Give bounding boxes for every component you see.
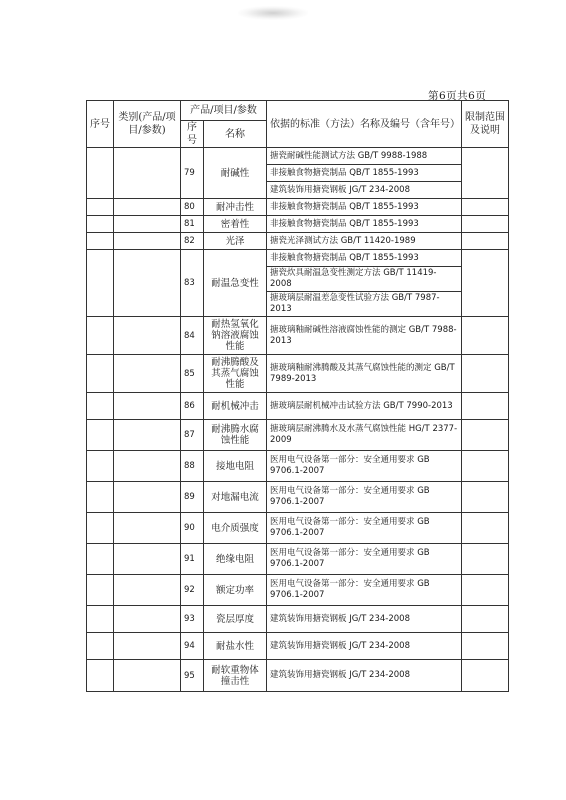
- item-number: 79: [181, 148, 204, 199]
- table-row: [87, 482, 509, 513]
- seq-cell: [87, 148, 114, 199]
- seq-cell: [87, 544, 114, 575]
- limit-cell: [462, 233, 509, 250]
- item-name: 瓷层厚度: [204, 606, 267, 633]
- standard-cell: 搪玻璃层耐沸腾水及水蒸气腐蚀性能 HG/T 2377-2009: [267, 420, 462, 451]
- seq-cell: [87, 393, 114, 420]
- limit-cell: [462, 660, 509, 692]
- item-number: 83: [181, 250, 204, 317]
- limit-cell: [462, 606, 509, 633]
- item-number: 86: [181, 393, 204, 420]
- limit-cell: [462, 250, 509, 317]
- item-name: 电介质强度: [204, 513, 267, 544]
- table-row: [87, 606, 509, 633]
- standard-cell: 医用电气设备第一部分：安全通用要求 GB 9706.1-2007: [267, 544, 462, 575]
- limit-cell: [462, 317, 509, 355]
- limit-cell: [462, 199, 509, 216]
- item-number: 94: [181, 633, 204, 660]
- header-sub-seq: 序号: [181, 121, 204, 148]
- limit-cell: [462, 482, 509, 513]
- table-row: [87, 216, 509, 233]
- category-cell: [114, 633, 181, 660]
- standard-cell: 非接触食物搪瓷制品 QB/T 1855-1993: [267, 250, 462, 267]
- item-name: 光泽: [204, 233, 267, 250]
- standard-cell: 搪瓷炊具耐温急变性测定方法 GB/T 11419-2008: [267, 267, 462, 292]
- table-row: [87, 355, 509, 393]
- standards-table: [86, 100, 509, 692]
- category-cell: [114, 660, 181, 692]
- item-name: 耐沸腾水腐蚀性能: [204, 420, 267, 451]
- standard-cell: 建筑装饰用搪瓷钢板 JG/T 234-2008: [267, 660, 462, 692]
- table-row: [87, 199, 509, 216]
- table-row: [87, 393, 509, 420]
- item-name: 接地电阻: [204, 451, 267, 482]
- table-row: [87, 148, 509, 165]
- item-name: 密着性: [204, 216, 267, 233]
- standard-cell: 非接触食物搪瓷制品 QB/T 1855-1993: [267, 199, 462, 216]
- standard-cell: 建筑装饰用搪瓷钢板 JG/T 234-2008: [267, 633, 462, 660]
- category-cell: [114, 199, 181, 216]
- item-name: 耐机械冲击: [204, 393, 267, 420]
- item-number: 85: [181, 355, 204, 393]
- seq-cell: [87, 355, 114, 393]
- standard-cell: 搪玻璃层耐机械冲击试验方法 GB/T 7990-2013: [267, 393, 462, 420]
- table-row: [87, 233, 509, 250]
- standard-cell: 搪瓷耐碱性能测试方法 GB/T 9988-1988: [267, 148, 462, 165]
- limit-cell: [462, 355, 509, 393]
- limit-cell: [462, 544, 509, 575]
- header-standard: 依据的标准（方法）名称及编号（含年号）: [267, 101, 462, 148]
- scan-smudge: [238, 6, 308, 20]
- header-product-group: 产品/项目/参数: [181, 101, 267, 121]
- limit-cell: [462, 451, 509, 482]
- standard-cell: 医用电气设备第一部分：安全通用要求 GB 9706.1-2007: [267, 513, 462, 544]
- standard-cell: 医用电气设备第一部分：安全通用要求 GB 9706.1-2007: [267, 575, 462, 606]
- category-cell: [114, 233, 181, 250]
- limit-cell: [462, 513, 509, 544]
- seq-cell: [87, 250, 114, 317]
- seq-cell: [87, 451, 114, 482]
- limit-cell: [462, 575, 509, 606]
- category-cell: [114, 317, 181, 355]
- standard-cell: 医用电气设备第一部分：安全通用要求 GB 9706.1-2007: [267, 451, 462, 482]
- table-row: [87, 317, 509, 355]
- category-cell: [114, 216, 181, 233]
- standard-cell: 建筑装饰用搪瓷钢板 JG/T 234-2008: [267, 606, 462, 633]
- category-cell: [114, 451, 181, 482]
- limit-cell: [462, 216, 509, 233]
- category-cell: [114, 148, 181, 199]
- limit-cell: [462, 633, 509, 660]
- category-cell: [114, 393, 181, 420]
- item-number: 80: [181, 199, 204, 216]
- item-name: 耐热氢氧化钠溶液腐蚀性能: [204, 317, 267, 355]
- seq-cell: [87, 317, 114, 355]
- item-number: 91: [181, 544, 204, 575]
- item-name: 耐冲击性: [204, 199, 267, 216]
- item-number: 95: [181, 660, 204, 692]
- page-number: 第6页共6页: [428, 90, 487, 102]
- seq-cell: [87, 660, 114, 692]
- seq-cell: [87, 633, 114, 660]
- item-number: 84: [181, 317, 204, 355]
- standard-cell: 搪玻璃釉耐碱性溶液腐蚀性能的测定 GB/T 7988-2013: [267, 317, 462, 355]
- table-row: [87, 633, 509, 660]
- item-name: 耐盐水性: [204, 633, 267, 660]
- item-name: 耐碱性: [204, 148, 267, 199]
- header-category: 类别(产品/项目/参数): [114, 101, 181, 148]
- table-row: [87, 250, 509, 267]
- header-sub-name: 名称: [204, 121, 267, 148]
- table-row: [87, 513, 509, 544]
- limit-cell: [462, 420, 509, 451]
- item-number: 92: [181, 575, 204, 606]
- seq-cell: [87, 216, 114, 233]
- table-row: [87, 451, 509, 482]
- standard-cell: 非接触食物搪瓷制品 QB/T 1855-1993: [267, 216, 462, 233]
- table-body: [87, 148, 509, 692]
- seq-cell: [87, 575, 114, 606]
- table-row: [87, 544, 509, 575]
- category-cell: [114, 513, 181, 544]
- limit-cell: [462, 393, 509, 420]
- item-name: 绝缘电阻: [204, 544, 267, 575]
- category-cell: [114, 544, 181, 575]
- table-row: [87, 420, 509, 451]
- header-seq: 序号: [87, 101, 114, 148]
- seq-cell: [87, 420, 114, 451]
- limit-cell: [462, 148, 509, 199]
- standard-cell: 非接触食物搪瓷制品 QB/T 1855-1993: [267, 165, 462, 182]
- item-name: 耐软重物体撞击性: [204, 660, 267, 692]
- table-row: [87, 575, 509, 606]
- seq-cell: [87, 513, 114, 544]
- standard-cell: 搪瓷光泽测试方法 GB/T 11420-1989: [267, 233, 462, 250]
- standard-cell: 建筑装饰用搪瓷钢板 JG/T 234-2008: [267, 182, 462, 199]
- item-number: 82: [181, 233, 204, 250]
- standard-cell: 搪玻璃层耐温差急变性试验方法 GB/T 7987-2013: [267, 292, 462, 317]
- item-name: 耐沸腾酸及其蒸气腐蚀性能: [204, 355, 267, 393]
- header-limit: 限制范围及说明: [462, 101, 509, 148]
- item-name: 额定功率: [204, 575, 267, 606]
- category-cell: [114, 250, 181, 317]
- item-number: 87: [181, 420, 204, 451]
- item-number: 88: [181, 451, 204, 482]
- category-cell: [114, 420, 181, 451]
- category-cell: [114, 575, 181, 606]
- seq-cell: [87, 233, 114, 250]
- item-number: 90: [181, 513, 204, 544]
- item-name: 耐温急变性: [204, 250, 267, 317]
- item-number: 81: [181, 216, 204, 233]
- item-name: 对地漏电流: [204, 482, 267, 513]
- seq-cell: [87, 482, 114, 513]
- standard-cell: 医用电气设备第一部分：安全通用要求 GB 9706.1-2007: [267, 482, 462, 513]
- standard-cell: 搪玻璃釉耐沸腾酸及其蒸气腐蚀性能的测定 GB/T 7989-2013: [267, 355, 462, 393]
- item-number: 93: [181, 606, 204, 633]
- category-cell: [114, 355, 181, 393]
- seq-cell: [87, 199, 114, 216]
- seq-cell: [87, 606, 114, 633]
- item-number: 89: [181, 482, 204, 513]
- category-cell: [114, 606, 181, 633]
- category-cell: [114, 482, 181, 513]
- table-row: [87, 660, 509, 692]
